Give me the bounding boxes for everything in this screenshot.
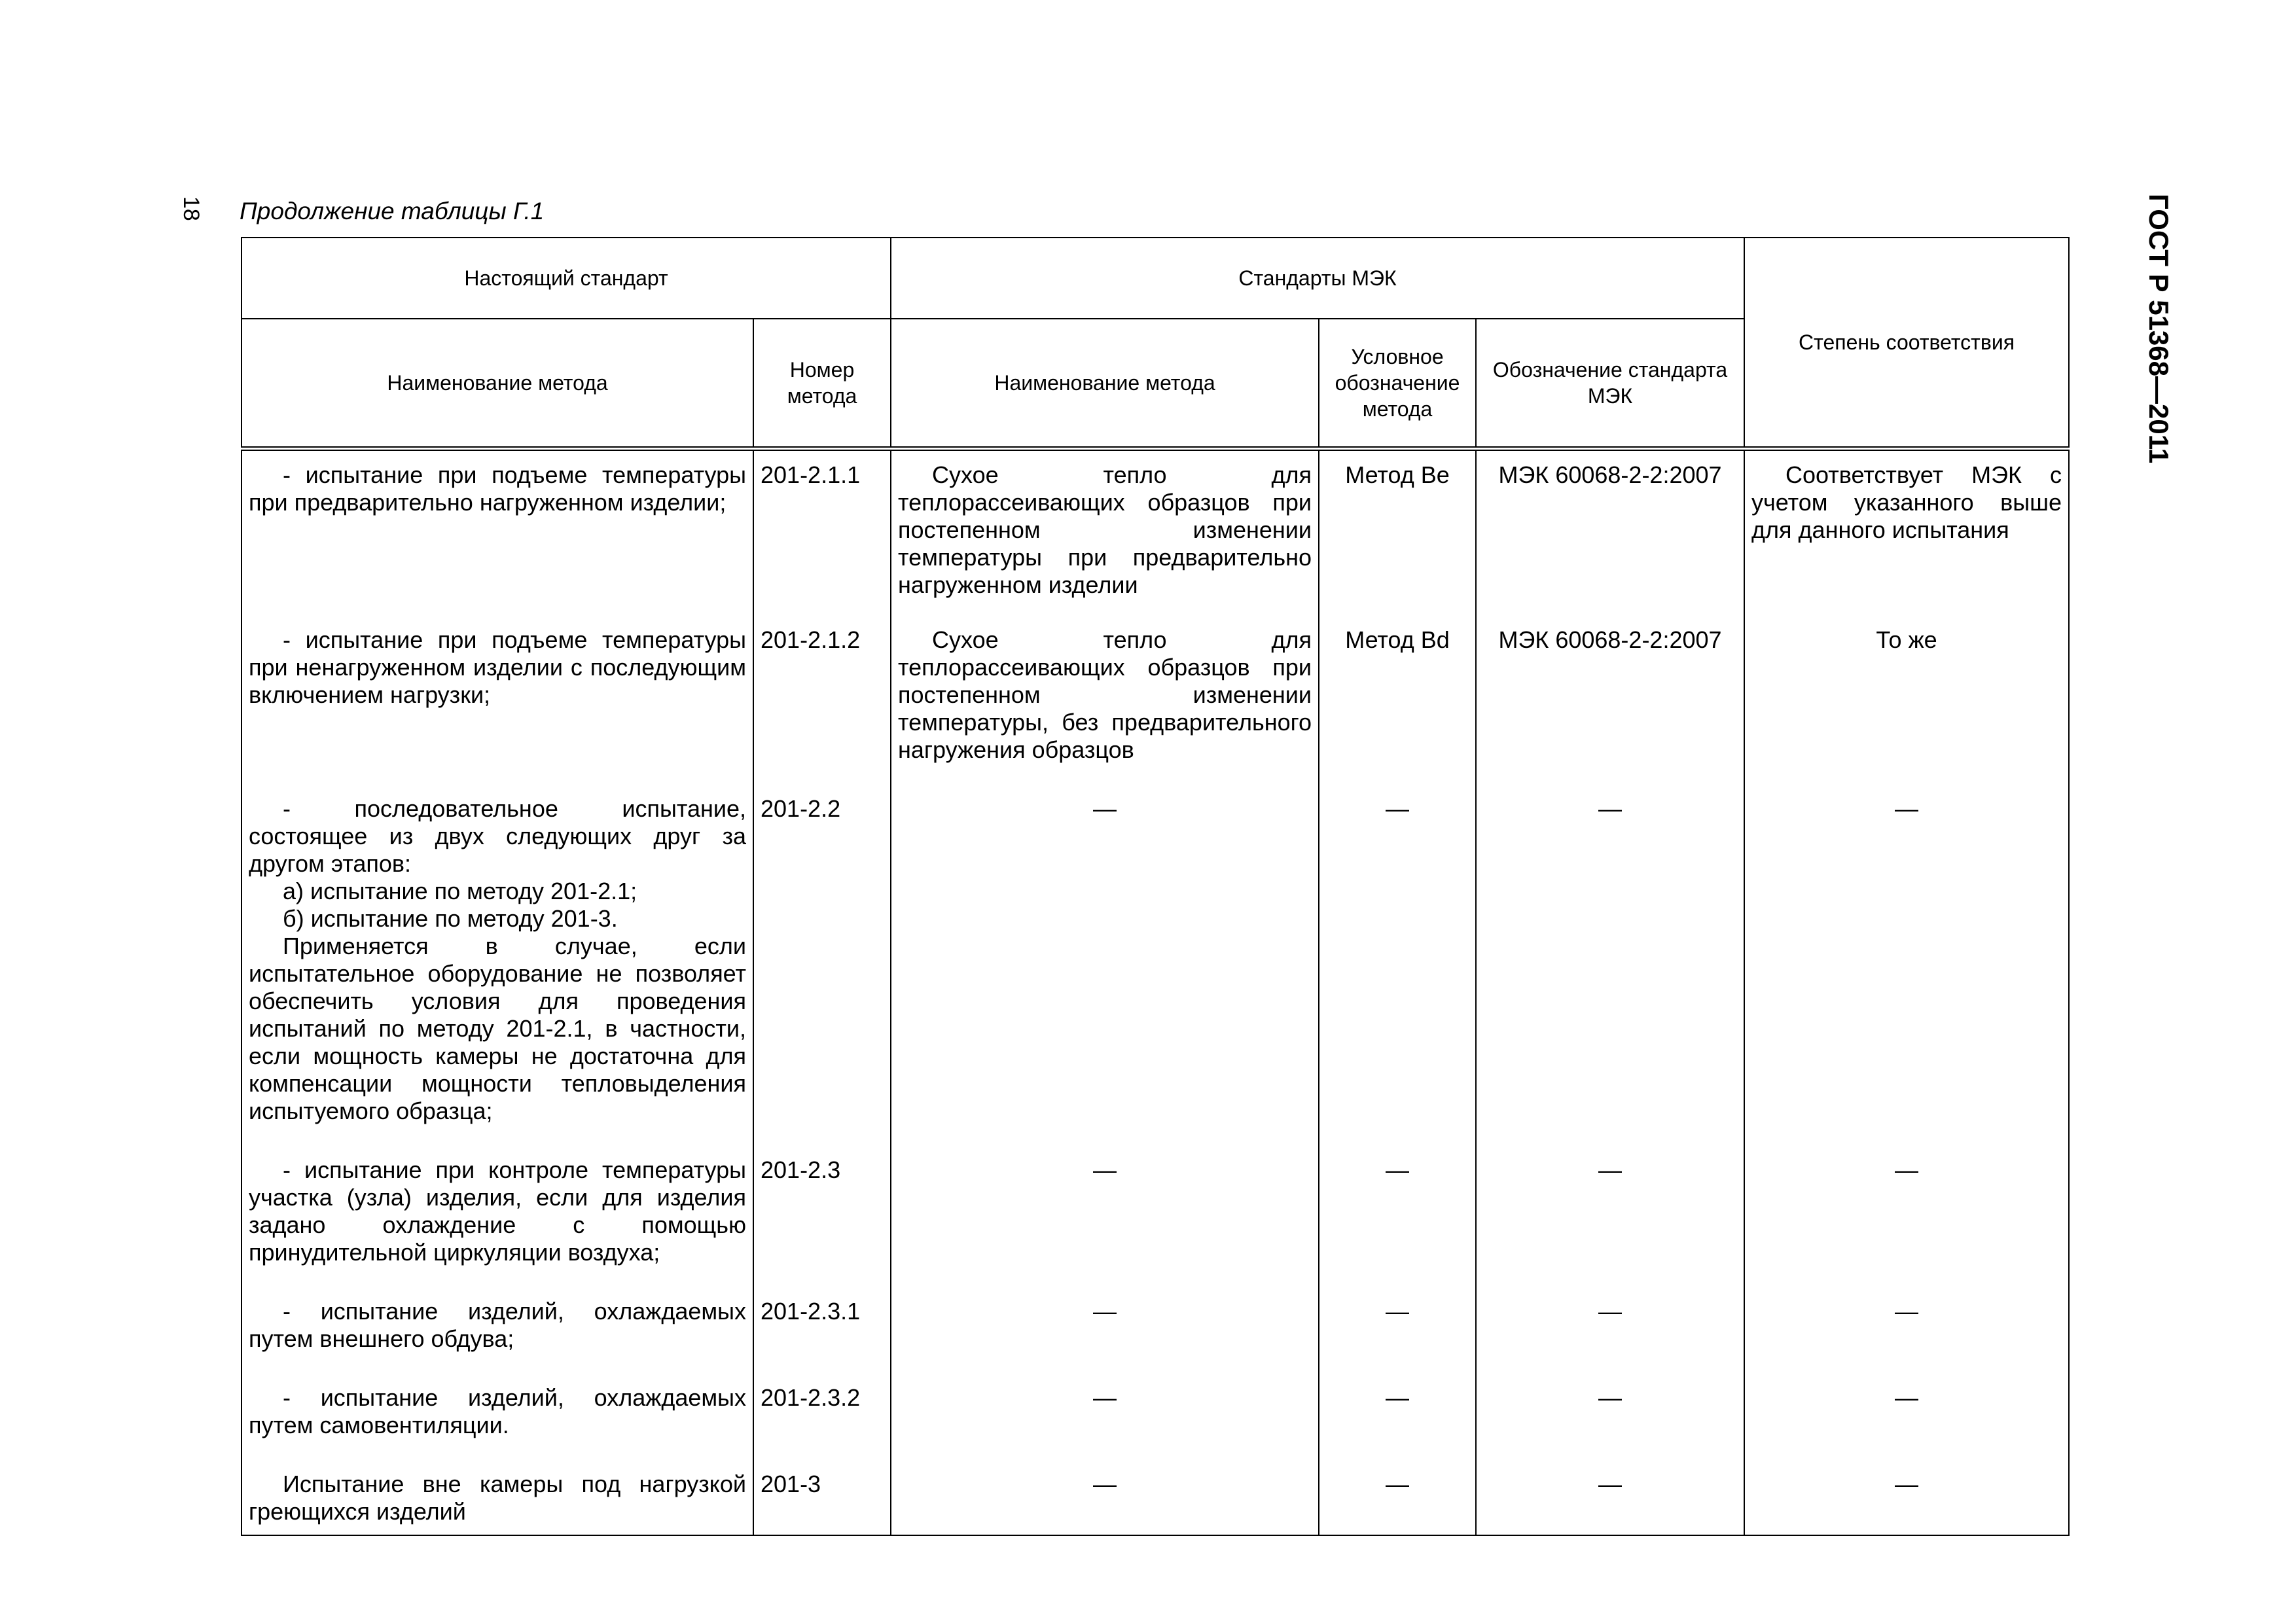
header-iec-standards: Стандарты МЭК bbox=[891, 238, 1744, 319]
header-iec-standard-designation: Обозначение стандарта МЭК bbox=[1476, 319, 1744, 449]
conformity-cell: — bbox=[1744, 764, 2069, 1125]
method-item: б) испытание по методу 201-3. bbox=[283, 905, 618, 932]
header-conventional-designation: Условное обозначение метода bbox=[1319, 319, 1476, 449]
method-number-cell: 201-2.1.1 bbox=[753, 449, 891, 599]
table-row bbox=[242, 599, 2069, 764]
method-name-cell: - последовательное испытание, состоящее из двух следующих друг за другом этапов: bbox=[249, 795, 746, 877]
header-method-name: Наименование метода bbox=[242, 319, 753, 449]
designation-cell: Метод Bd bbox=[1319, 599, 1476, 764]
method-name-cell: - испытание изделий, охлаждаемых путем самовентиляции. bbox=[249, 1384, 746, 1438]
header-this-standard: Настоящий стандарт bbox=[242, 238, 891, 319]
header-method-number: Номер метода bbox=[753, 319, 891, 449]
iec-method-cell: — bbox=[891, 1266, 1319, 1353]
table-row bbox=[242, 1439, 2069, 1535]
iec-method-cell: — bbox=[891, 1125, 1319, 1266]
method-name-cell: - испытание при подъеме температуры при предварительно нагруженном изделии; bbox=[249, 461, 746, 516]
iec-method-cell: — bbox=[891, 1439, 1319, 1535]
method-name-cell: - испытание при подъеме температуры при ненагруженном изделии с последующим включением нагрузки; bbox=[249, 626, 746, 708]
conformity-cell: — bbox=[1744, 1439, 2069, 1535]
iec-standard-cell: МЭК 60068-2-2:2007 bbox=[1476, 599, 1744, 764]
method-number-cell: 201-2.3.1 bbox=[753, 1266, 891, 1353]
iec-standard-cell: — bbox=[1476, 1353, 1744, 1439]
iec-method-cell: — bbox=[891, 764, 1319, 1125]
conformity-cell: — bbox=[1744, 1125, 2069, 1266]
iec-standard-cell: — bbox=[1476, 1125, 1744, 1266]
method-number-cell: 201-2.3 bbox=[753, 1125, 891, 1266]
header-iec-method-name: Наименование метода bbox=[891, 319, 1319, 449]
method-number-cell: 201-2.2 bbox=[753, 764, 891, 1125]
designation-cell: — bbox=[1319, 1266, 1476, 1353]
document-id: ГОСТ Р 51368—2011 bbox=[2144, 194, 2174, 464]
table-row bbox=[242, 449, 2069, 599]
designation-cell: — bbox=[1319, 1439, 1476, 1535]
conformity-cell: Соответствует МЭК с учетом указанного выше для данного испытания bbox=[1751, 461, 2062, 543]
conformity-cell: — bbox=[1744, 1266, 2069, 1353]
method-number-cell: 201-2.1.2 bbox=[753, 599, 891, 764]
iec-method-cell: — bbox=[891, 1353, 1319, 1439]
table-caption: Продолжение таблицы Г.1 bbox=[240, 198, 545, 224]
iec-standard-cell: — bbox=[1476, 1439, 1744, 1535]
method-number-cell: 201-2.3.2 bbox=[753, 1353, 891, 1439]
designation-cell: — bbox=[1319, 1125, 1476, 1266]
designation-cell: — bbox=[1319, 1353, 1476, 1439]
conformity-cell: — bbox=[1744, 1353, 2069, 1439]
iec-method-cell: Сухое тепло для теплорассеивающих образцов при постепенном изменении температуры, без предварительного нагружения образцов bbox=[898, 626, 1312, 763]
method-name-cell: - испытание при контроле температуры участка (узла) изделия, если для изделия задано охлаждение с помощью принудительной циркуляции воздуха; bbox=[249, 1156, 746, 1266]
iec-method-cell: Сухое тепло для теплорассеивающих образцов при постепенном изменении температуры при предварительно нагруженном изделии bbox=[898, 461, 1312, 598]
page-number: 18 bbox=[179, 196, 204, 221]
method-name-cell: - испытание изделий, охлаждаемых путем внешнего обдува; bbox=[249, 1298, 746, 1352]
method-item: а) испытание по методу 201-2.1; bbox=[283, 878, 637, 904]
iec-standard-cell: — bbox=[1476, 764, 1744, 1125]
header-conformity: Степень соответствия bbox=[1744, 238, 2069, 449]
table-row bbox=[242, 1353, 2069, 1439]
iec-standard-cell: МЭК 60068-2-2:2007 bbox=[1476, 449, 1744, 599]
iec-standard-cell: — bbox=[1476, 1266, 1744, 1353]
designation-cell: — bbox=[1319, 764, 1476, 1125]
table-row bbox=[242, 1125, 2069, 1266]
designation-cell: Метод Be bbox=[1319, 449, 1476, 599]
method-note: Применяется в случае, если испытательное оборудование не позволяет обеспечить условия для проведения испытаний по методу 201-2.1, в частности, если мощность камеры не достаточна для компенсации мощности тепловыделения испытуемого образца; bbox=[249, 933, 746, 1124]
conformity-cell: То же bbox=[1744, 599, 2069, 764]
method-number-cell: 201-3 bbox=[753, 1439, 891, 1535]
table-row bbox=[242, 764, 2069, 1125]
standards-table bbox=[241, 237, 2070, 1536]
method-name-cell: Испытание вне камеры под нагрузкой греющихся изделий bbox=[249, 1471, 746, 1525]
table-row bbox=[242, 1266, 2069, 1353]
